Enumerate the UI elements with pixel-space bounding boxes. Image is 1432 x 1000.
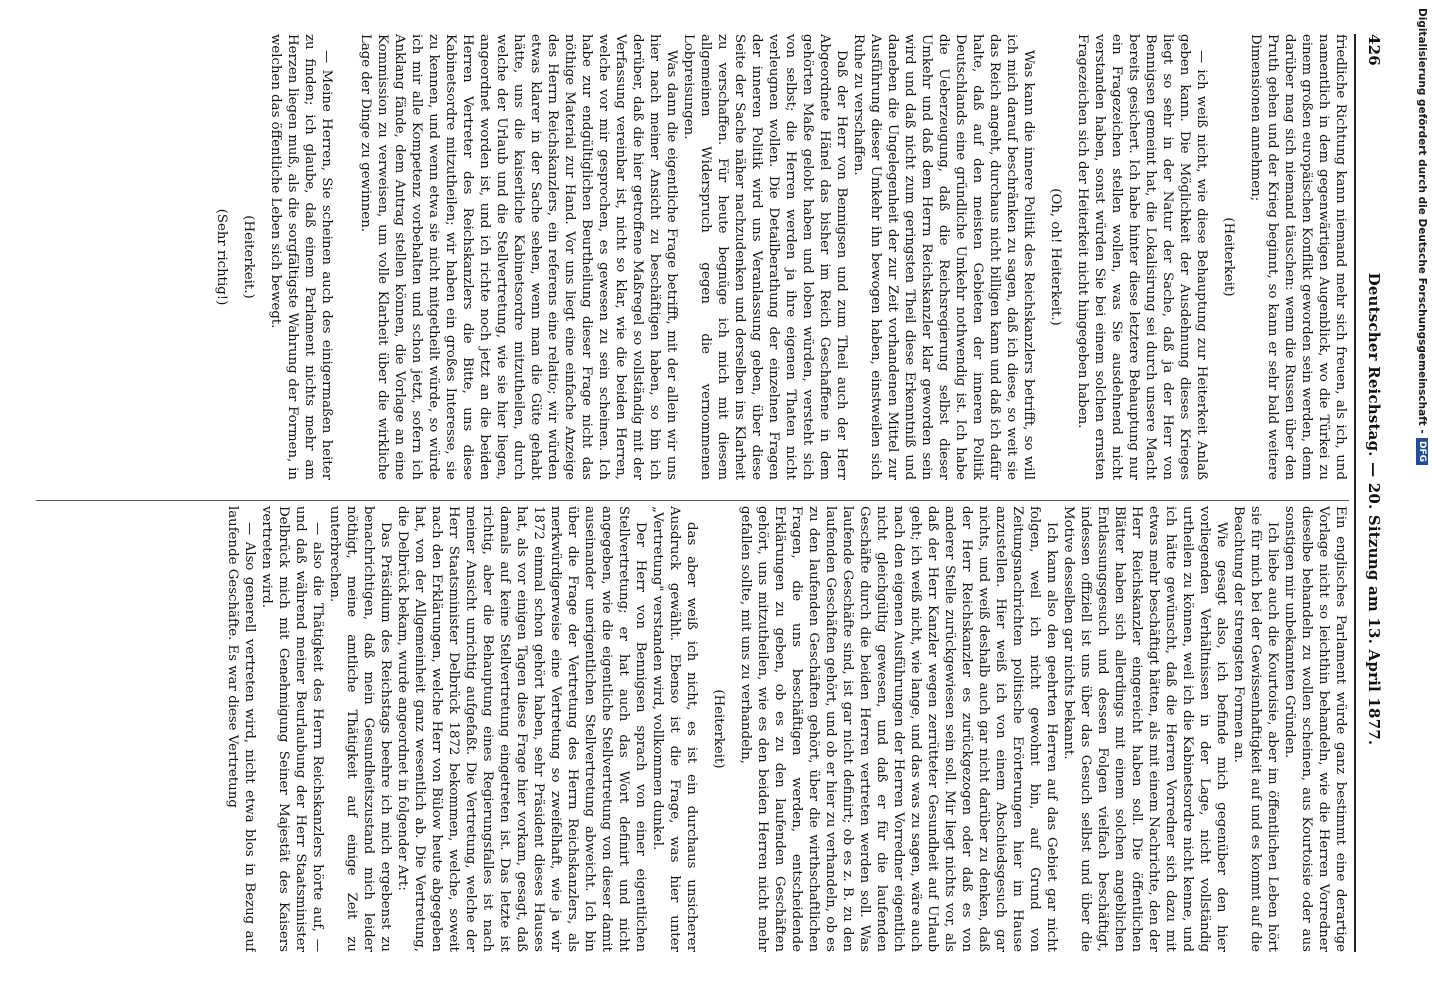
paragraph: Der Herr von Bennigsen sprach von einer eigentlichen Stellvertretung; er hat auch das Wort definirt und nicht angegeben, wie die eigentliche Stellvertretung von dieser damit auseinander unerigentlichen Stellvertretung abweicht. Ich bin über die Frage der Vertretung des Herrn Reichskanzlers, als merkwürdigerweise eine Vertretung so zweifelhaft, wie ja wir 1872 einmal schon gehört haben, sehr Präsident dieses Hauses hat, als vor einigen Tagen diese Frage hier vorkam, gesagt, daß damals auf keine Stellvertretung eingetreten ist. Das letzte ist richtig, aber die Behauptung eines Regierungsfalles ist nach meiner Ansicht unrichtig aufgefaßt. Die Vertretung, welche der Herr Staatsminister Delbrück 1872 bekommen, welche, soweit nach den Erklärungen, welche Herr von Bülow heute abgegeben hat, von der Allgemeinheit ganz wesentlich ab. Die Vertretung, die Delbrück bekam, wurde angeordnet in folgender Art:	[395, 506, 648, 952]
attribution-caption: Digitalisierung gefördert durch die Deutsche Forschungsgemeinschaft -	[1416, 8, 1428, 434]
paragraph: Ich liebe auch die Kourtoisie, aber im öffentlichen Leben hört sie für mich bei der Gewissenhaftigkeit auf und es kommt auf die Beachtung der strengsten Formen an.	[1231, 506, 1280, 952]
interjection: (Heiterkeit)	[1221, 217, 1236, 297]
interjection: (Heiterkeit.)	[241, 215, 256, 299]
header-rule	[1354, 34, 1356, 952]
dfg-logo: DFG	[1416, 438, 1428, 465]
paragraph: — ich weiß nicht, wie diese Behauptung zur Heiterkeit Anlaß geben kann. Die Möglichkeit der Ausdehnung dieses Krieges liegt so sehr in der Natur der Sache, daß ja der Herr von Bennigsen gemeint hat, die Lokalisirung sei durch unsere Macht bereits gesichert. Ich habe hinter diese letztere Behauptung nur ein Fragezeichen stellen wollen, was Sie ausdehnend nicht verstanden haben, sonst würden Sie bei einem solchen ernsten Fragezeichen sich der Heiterkeit nicht hingegeben haben.	[1075, 34, 1209, 480]
paragraph: das aber weiß ich nicht, es ist ein durchaus unsicherer Ausdruck gewählt. Ebenso ist die Frage, was hier unter „Vertretung" verstanden wird, vollkommen dunkel.	[650, 506, 699, 952]
column-divider	[36, 500, 1349, 501]
paragraph: Daß der Herr von Bennigsen und zum Theil auch der Herr Abgeordnete Hänel das bisher im Reich Geschaffene in dem gehörten Maße gelobt haben und loben würden, versteht sich von selbst; die Herren werden ja ihre eigenen Thaten nicht verleugnen wollen. Die Detailberathung der einzelnen Fragen der inneren Politik wird uns Veranlassung geben, über diese Seite der Sache näher nachzudenken und derselben ins Klarheit zu verschaffen. Für heute begnüge ich mich mit diesem allgemeinen Widerspruch gegen die vernommenen Lobpreisungen.	[681, 34, 849, 480]
paragraph: Was kann die innere Politik des Reichskanzlers betrifft, so will ich mich darauf beschränken zu sagen, daß ich diese, so weit sie das Reich angeht, durchaus nicht billigen kann und daß ich dafür halte, daß auf den meisten Gebieten der inneren Politik Deutschlands eine gründliche Umkehr nothwendig ist. Ich habe die Ueberzeugung, daß die Reichsregierung selbst dieser Umkehr und daß dem Herrn Reichskanzler klar geworden sein wird und daß nicht zum geringsten Theil diese Erkenntniß und daneben die Ungelegenheit der zur Zeit vorhandenen Mittel zur Ausführung dieser Umkehr ihn bewogen haben, einstweilen sich Ruhe zu verschaffen.	[851, 34, 1036, 480]
paragraph: friedliche Richtung kann niemand mehr sich freuen, als ich, und namentlich in dem gegenwärtigen Augenblick, wo die Türkei zu einem großen europäischen Konflikt geworden sein werden, denn darüber mag sich niemand täuschen: wenn die Russen über den Pruth gehen und der Krieg beginnt, so kann er sehr bald weitere Dimensionen annehmen;	[1248, 34, 1348, 480]
left-column	[36, 34, 1349, 480]
attribution-strip	[1406, 0, 1432, 1000]
paragraph: Ein englisches Parlament würde ganz bestimmt eine derartige Vorlage nicht so leichthin behandeln, wie die Herren Vorredner dieselbe behandeln zu wollen scheinen, aus Kourtoisie oder aus sonstigen mir unbekannten Gründen.	[1282, 506, 1348, 952]
page-top-margin	[1391, 0, 1405, 1000]
right-column	[36, 506, 1349, 952]
attribution-text	[1416, 8, 1428, 465]
page-header	[1357, 34, 1383, 952]
paragraph: Ich kann also den geehrten Herren auf das Gebiet gar nicht folgen, weil ich nicht gewohnt bin, auf Grund von Zeitungsnachrichten politische Erörterungen hier im Hause anzustellen. Hier weiß ich von einem Abschiedsgesuch gar nichts, und weiß deshalb auch gar nicht darüber zu denken, daß der Herr Reichskanzler es zurückgezogen oder daß es von anderer Stelle zurückgewiesen sein soll. Mir liegt nichts vor, als daß der Herr Kanzler wegen zerrütteter Gesundheit auf Urlaub geht; ich weiß nicht, wie lange, und das was zu sagen, wäre auch nach den eigenen Ausführungen der Herren Vorredner eigentlich nicht gleichgültig gewesen, und daß er für die laufenden Geschäfte durch die beiden Herren vertreten werden soll. Was laufende Geschäfte sind, ist gar nicht definirt; ob es z. B. zu den laufenden Geschäften gehört, und ob er hier zu verhandeln, ob es zu den laufenden Geschäften gehört, über die wirthschaftlichen Fragen, die uns beschäftigen werden, entscheidende Erklärungen zu geben, ob es zu den laufenden Geschäften gehört, uns mitzutheilen, wie es den beiden Herren nicht mehr gefallen sollte, mit uns zu verhandeln,	[738, 506, 1059, 952]
column-spacer	[335, 34, 357, 480]
page-number: 426	[1365, 34, 1383, 66]
paragraph: Das Präsidium des Reichstags beehre ich mich ergebenst zu benachrichtigen, daß mein Gesundheitszustand mich leider nöthigt, meine amtliche Thätigkeit auf einige Zeit zu unterbrechen.	[327, 506, 393, 952]
interjection: (Oh, oh! Heiterkeit.)	[1048, 188, 1063, 326]
paragraph: — also die Thätigkeit des Herrn Reichskanzlers hörte auf, — und daß während meiner Beurlaubung der Herr Staatsminister Delbrück mich mit Genehmigung Seiner Majestät des Kaisers vertreten wird.	[259, 506, 325, 952]
paragraph: Wie gesagt also, ich befinde mich gegenüber den hier vorliegenden Verhältnissen in der Lage, nicht vollständig urtheilen zu können, weil ich die Kabinetsordre nicht kenne, und ich hätte gewünscht, daß die Herren Vorredner sich dazu mit etwas mehr beschäftigt hätten, als mit einem Nachrichte, den der Herr Reichskanzler eingereicht haben soll. Die öffentlichen Blätter haben sich allerdings mit einem solchen angeblichen Entlassungsgesuch und dessen Folgen vielfach beschäftigt, indessen offiziell ist uns über das Gesuch selbst und über die Motive desselben gar nichts bekannt.	[1061, 506, 1229, 952]
paragraph: — Meine Herren, Sie scheinen auch des einigermaßen heiter zu finden; ich glaube, daß einem Parlament nichts mehr am Herzen liegen muß, als die sorgfältigste Wahrung der Formen, in welchen das öffentliche Leben sich bewegt.	[268, 34, 334, 480]
interjection: (Sehr richtig!)	[214, 208, 229, 306]
interjection: (Heiterkeit)	[711, 689, 726, 769]
text-columns	[36, 34, 1349, 952]
paragraph: — Also generell vertreten wird, nicht etwa blos in Bezug auf laufende Geschäfte. Es war diese Vertretung	[225, 506, 257, 952]
running-title: Deutscher Reichstag. — 20. Sitzung am 13. April 1877.	[1365, 272, 1383, 746]
paragraph: Was dann die eigentliche Frage betrifft, mit der allein wir uns hier nach meiner Ansicht zu beschäftigen haben, so bin ich derüber, daß die hier getroffene Maßregel so vollständig mit der Verfassung vereinbar ist, nicht so klar, wie die beiden Herren, welche vor mir gesprochen, es gewesen zu sein scheinen. Ich habe zur endgültiglichen Beurtheilung dieser Frage nicht das nöthige Material zur Hand. Vor uns liegt eine einfache Anzeige des Herrn Reichskanzlers, ein referens eine relatio; wir würden etwas klarer in der Sache sehen, wenn man die Güte gehabt hätte, uns die kaiserliche Kabinetsordre mitzutheilen, durch welche der Urlaub und die Stellvertretung, wie sie hier liegen, angeordnet worden ist, und ich richte noch jetzt an die beiden Herren Vertreter des Reichskanzlers die Bitte, uns diese Kabinetsordre mitzutheilen; wir haben ein großes Interesse, sie zu kennen, und wenn etwa sie nicht mitgetheilt würde, so würde ich mir alle Kompetenz vorbehalten und schon jetzt, sofern ich Anklang fände, dem Antrag stellen können, die Vorlage an eine Kommission zu verweisen, um volle Klarheit über die wirkliche Lage der Dinge zu gewinnen.	[358, 34, 679, 480]
